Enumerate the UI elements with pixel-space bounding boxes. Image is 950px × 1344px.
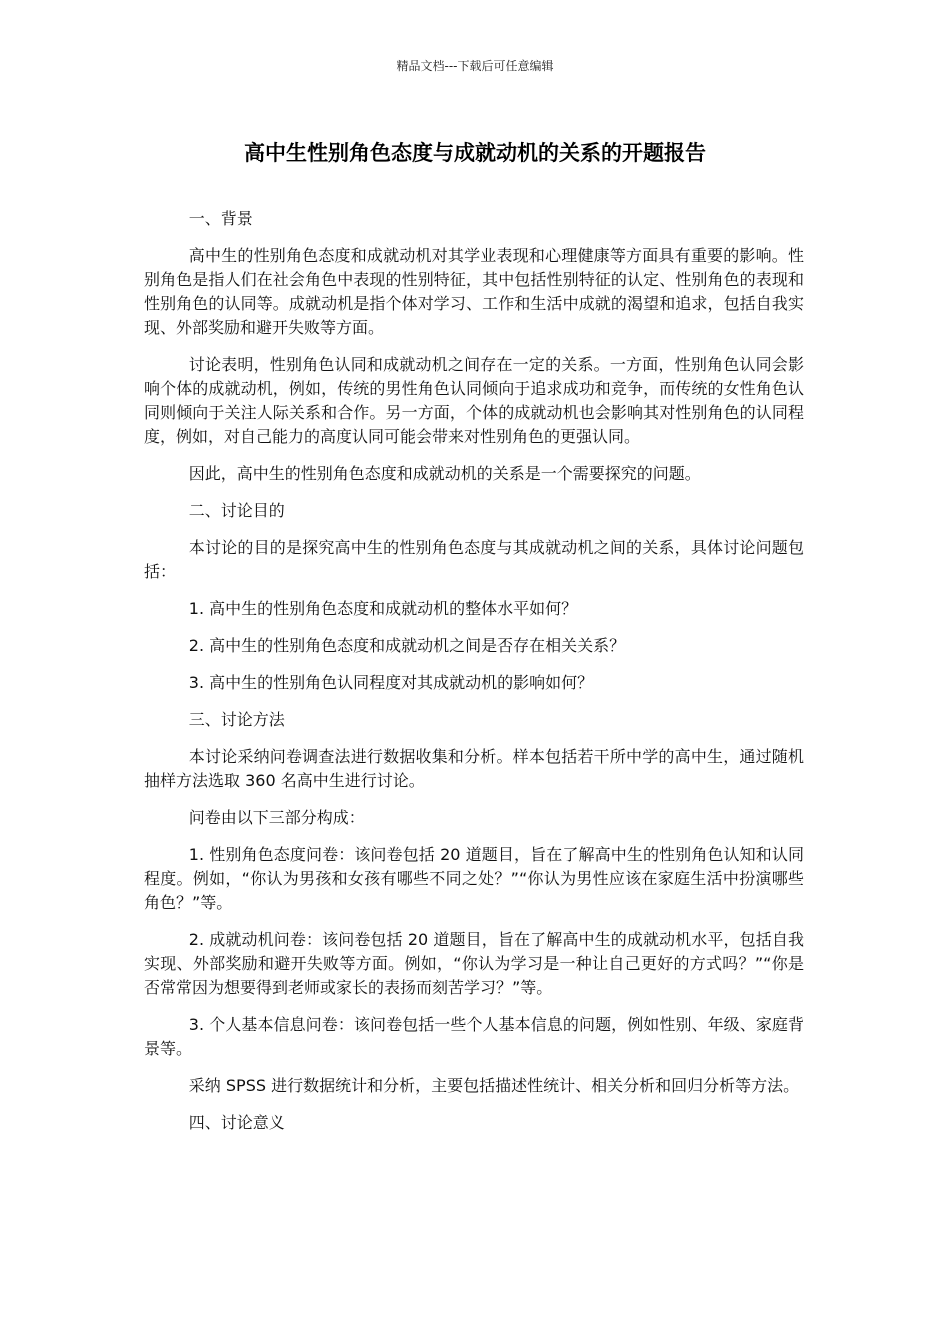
page-header: 精品文档---下载后可任意编辑 [396, 59, 554, 73]
section-heading-purpose: 二、讨论目的 [188, 501, 285, 520]
paragraph: 高中生的性别角色态度和成就动机对其学业表现和心理健康等方面具有重要的影响。性别角色是指人们在社会角色中表现的性别特征，其中包括性别特征的认定、性别角色的表现和性别角色的认同等。成就动机是指个体对学习、工作和生活中成就的渴望和追求，包括自我实现、外部奖励和避开失败等方面。 [144, 246, 804, 337]
list-item: 1. 高中生的性别角色态度和成就动机的整体水平如何？ [188, 599, 578, 618]
paragraph: 本讨论采纳问卷调查法进行数据收集和分析。样本包括若干所中学的高中生，通过随机抽样方法选取 360 名高中生进行讨论。 [144, 747, 804, 790]
section-heading-significance: 四、讨论意义 [188, 1113, 285, 1132]
paragraph: 本讨论的目的是探究高中生的性别角色态度与其成就动机之间的关系，具体讨论问题包括： [144, 538, 804, 581]
paragraph: 采纳 SPSS 进行数据统计和分析，主要包括描述性统计、相关分析和回归分析等方法。 [188, 1076, 800, 1095]
document-body [144, 207, 804, 1148]
list-item: 2. 成就动机问卷：该问卷包括 20 道题目，旨在了解高中生的成就动机水平，包括自我实现、外部奖励和避开失败等方面。例如，“你认为学习是一种让自己更好的方式吗？”“你是否常常因为想要得到老师或家长的表扬而刻苦学习？”等。 [144, 930, 804, 997]
list-item: 1. 性别角色态度问卷：该问卷包括 20 道题目，旨在了解高中生的性别角色认知和认同程度。例如，“你认为男孩和女孩有哪些不同之处？”“你认为男性应该在家庭生活中扮演哪些角色？”等。 [144, 845, 804, 912]
paragraph: 讨论表明，性别角色认同和成就动机之间存在一定的关系。一方面，性别角色认同会影响个体的成就动机，例如，传统的男性角色认同倾向于追求成功和竞争，而传统的女性角色认同则倾向于关注人际关系和合作。另一方面，个体的成就动机也会影响其对性别角色的认同程度，例如，对自己能力的高度认同可能会带来对性别角色的更强认同。 [144, 355, 804, 446]
list-item: 3. 个人基本信息问卷：该问卷包括一些个人基本信息的问题，例如性别、年级、家庭背景等。 [144, 1015, 804, 1058]
paragraph: 问卷由以下三部分构成： [188, 808, 365, 827]
section-heading-method: 三、讨论方法 [188, 710, 285, 729]
document-title: 高中生性别角色态度与成就动机的关系的开题报告 [244, 141, 706, 165]
section-heading-background: 一、背景 [188, 209, 253, 228]
list-item: 2. 高中生的性别角色态度和成就动机之间是否存在相关关系？ [188, 636, 626, 655]
paragraph: 因此，高中生的性别角色态度和成就动机的关系是一个需要探究的问题。 [188, 464, 701, 483]
list-item: 3. 高中生的性别角色认同程度对其成就动机的影响如何？ [188, 673, 594, 692]
